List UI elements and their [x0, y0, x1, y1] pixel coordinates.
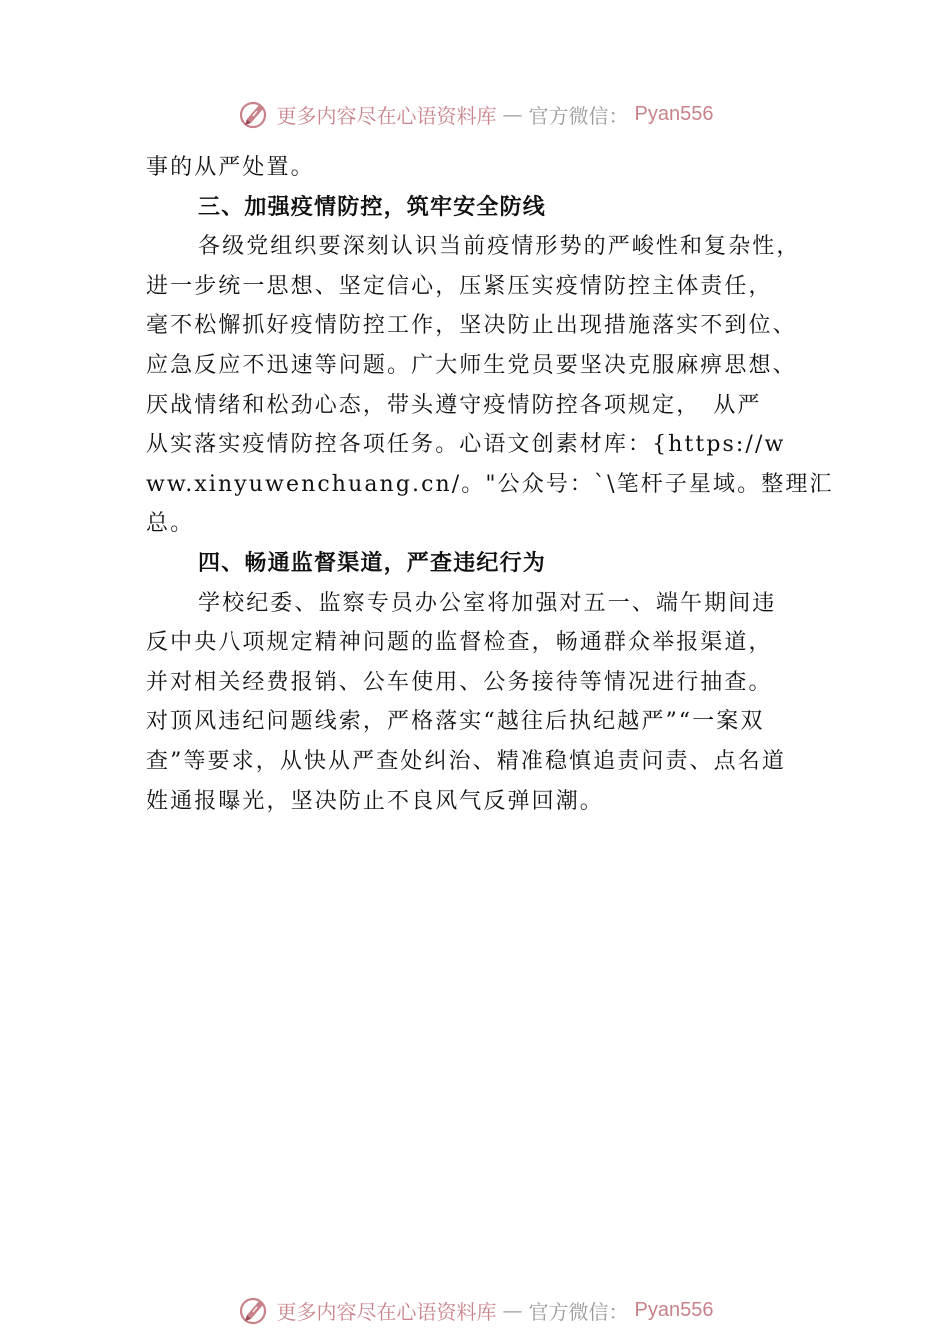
watermark-brand: 更多内容尽在心语资料库	[276, 103, 497, 128]
watermark-wechat-id: Pyan556	[634, 102, 714, 125]
watermark-brand: 更多内容尽在心语资料库	[276, 1299, 497, 1324]
body-line: 总。	[146, 511, 195, 537]
body-line: 事的从严处置。	[146, 155, 315, 180]
body-line: 反中央八项规定精神问题的监督检查，畅通群众举报渠道，	[146, 630, 773, 656]
body-line: 进一步统一思想、坚定信心，压紧压实疫情防控主体责任，	[146, 273, 773, 299]
body-line: 学校纪委、监察专员办公室将加强对五一、端午期间违	[198, 590, 777, 616]
section-heading-3: 三、加强疫情防控，筑牢安全防线	[198, 194, 547, 220]
header-watermark	[0, 94, 950, 134]
body-line: 厌战情绪和松劲心态，带头遵守疫情防控各项规定， 从严	[146, 392, 762, 418]
body-line: ww.xinyuwenchuang.cn/。"公众号：`\笔杆子星域。整理汇	[146, 471, 834, 497]
watermark-wechat-label: 官方微信：	[528, 103, 629, 128]
body-line: 从实落实疫情防控各项任务。心语文创素材库：{https://w	[146, 432, 786, 458]
body-line: 并对相关经费报销、公车使用、公务接待等情况进行抽查。	[146, 669, 773, 695]
body-line: 应急反应不迅速等问题。广大师生党员要坚决克服麻痹思想、	[146, 352, 797, 378]
pen-nib-logo-icon	[237, 1293, 271, 1327]
pen-nib-logo-icon	[237, 97, 271, 131]
watermark-separator: —	[502, 1298, 523, 1322]
footer-watermark	[0, 1290, 950, 1330]
body-line: 姓通报曝光，坚决防止不良风气反弹回潮。	[146, 788, 604, 814]
body-line: 对顶风违纪问题线索，严格落实“越往后执纪越严”“一案双	[146, 709, 765, 735]
body-line: 查”等要求，从快从严查处纠治、精准稳慎追责问责、点名道	[146, 748, 786, 774]
watermark-wechat-id: Pyan556	[634, 1298, 714, 1321]
watermark-wechat-label: 官方微信：	[528, 1299, 629, 1324]
watermark-separator: —	[502, 102, 523, 126]
body-line: 毫不松懈抓好疫情防控工作，坚决防止出现措施落实不到位、	[146, 313, 797, 339]
section-heading-4: 四、畅通监督渠道，严查违纪行为	[198, 550, 547, 576]
document-body	[146, 148, 834, 821]
body-line: 各级党组织要深刻认识当前疫情形势的严峻性和复杂性，	[198, 234, 801, 260]
